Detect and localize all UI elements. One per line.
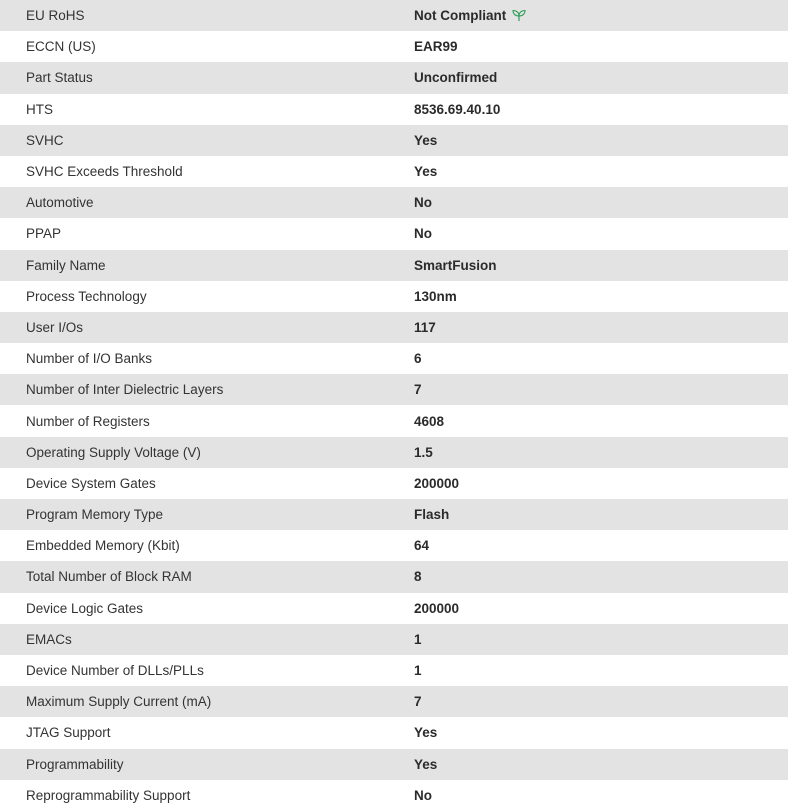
spec-label: Operating Supply Voltage (V): [26, 444, 201, 460]
spec-row: [0, 62, 788, 93]
spec-value-cell: [388, 593, 788, 624]
spec-value-cell: [388, 437, 788, 468]
spec-value: 130nm: [414, 288, 457, 304]
spec-value: 7: [414, 382, 422, 398]
spec-row: [0, 624, 788, 655]
spec-value-cell: [388, 374, 788, 405]
spec-row: [0, 31, 788, 62]
spec-value-cell: [388, 187, 788, 218]
spec-row: [0, 94, 788, 125]
spec-label: User I/Os: [26, 319, 84, 335]
spec-value-cell: [388, 125, 788, 156]
spec-value: No: [414, 787, 432, 803]
spec-row: [0, 405, 788, 436]
spec-value: 6: [414, 351, 422, 367]
spec-row: [0, 749, 788, 780]
spec-label: Total Number of Block RAM: [26, 569, 192, 585]
spec-row: [0, 156, 788, 187]
spec-label: Automotive: [26, 195, 94, 211]
spec-value-cell: [388, 218, 788, 249]
spec-label: Family Name: [26, 257, 106, 273]
spec-label: Device Logic Gates: [26, 600, 144, 616]
spec-label: Number of Inter Dielectric Layers: [26, 382, 224, 398]
spec-value-cell: [388, 749, 788, 780]
spec-row: [0, 468, 788, 499]
spec-value-cell: [388, 405, 788, 436]
spec-value-cell: [388, 530, 788, 561]
spec-row: [0, 0, 788, 31]
spec-value: 64: [414, 538, 430, 554]
spec-row: [0, 655, 788, 686]
spec-value: Yes: [414, 164, 438, 180]
spec-row: [0, 343, 788, 374]
spec-value: 1.5: [414, 444, 433, 460]
spec-value-cell: [388, 250, 788, 281]
spec-row: [0, 686, 788, 717]
spec-value-cell: [388, 343, 788, 374]
spec-value: Yes: [414, 132, 438, 148]
spec-value: 1: [414, 663, 422, 679]
spec-label: Maximum Supply Current (mA): [26, 694, 212, 710]
spec-value: 200000: [414, 475, 460, 491]
spec-value: 8: [414, 569, 422, 585]
spec-value: Yes: [414, 725, 438, 741]
spec-value: Unconfirmed: [414, 70, 498, 86]
spec-row: [0, 281, 788, 312]
spec-value: Not Compliant: [414, 8, 507, 24]
spec-value: No: [414, 195, 432, 211]
spec-value-cell: [388, 156, 788, 187]
spec-label: HTS: [26, 101, 53, 117]
spec-row: [0, 717, 788, 748]
spec-value-cell: [388, 686, 788, 717]
leaf-icon: [512, 9, 526, 22]
spec-label: EMACs: [26, 631, 72, 647]
spec-value: EAR99: [414, 39, 458, 55]
spec-row: [0, 437, 788, 468]
spec-value: SmartFusion: [414, 257, 497, 273]
spec-row: [0, 561, 788, 592]
spec-value: 1: [414, 631, 422, 647]
spec-row: [0, 312, 788, 343]
spec-value-cell: [388, 717, 788, 748]
spec-label: Programmability: [26, 756, 124, 772]
spec-label: ECCN (US): [26, 39, 96, 55]
spec-value-cell: [388, 0, 788, 31]
spec-value-cell: [388, 499, 788, 530]
spec-value-cell: [388, 655, 788, 686]
spec-label: EU RoHS: [26, 8, 85, 24]
spec-value-cell: [388, 281, 788, 312]
spec-value-cell: [388, 312, 788, 343]
spec-value-cell: [388, 62, 788, 93]
spec-row: [0, 187, 788, 218]
spec-row: [0, 125, 788, 156]
spec-label: Embedded Memory (Kbit): [26, 538, 180, 554]
spec-value-cell: [388, 624, 788, 655]
spec-label: SVHC Exceeds Threshold: [26, 164, 183, 180]
spec-label: Reprogrammability Support: [26, 787, 191, 803]
spec-row: [0, 499, 788, 530]
spec-value: 4608: [414, 413, 445, 429]
spec-value-cell: [388, 31, 788, 62]
spec-label: Device System Gates: [26, 475, 156, 491]
spec-label: PPAP: [26, 226, 62, 242]
spec-label: Part Status: [26, 70, 93, 86]
spec-label: JTAG Support: [26, 725, 111, 741]
spec-value-cell: [388, 780, 788, 811]
spec-label: Number of Registers: [26, 413, 150, 429]
spec-row: [0, 530, 788, 561]
spec-value-cell: [388, 561, 788, 592]
spec-label: SVHC: [26, 132, 64, 148]
spec-row: [0, 780, 788, 811]
spec-value: Flash: [414, 507, 450, 523]
spec-value: 117: [414, 319, 436, 335]
spec-value: Yes: [414, 756, 438, 772]
spec-value: 7: [414, 694, 422, 710]
spec-row: [0, 250, 788, 281]
spec-label: Number of I/O Banks: [26, 351, 153, 367]
spec-value-cell: [388, 94, 788, 125]
spec-value: 200000: [414, 600, 460, 616]
spec-value-cell: [388, 468, 788, 499]
spec-label: Process Technology: [26, 288, 147, 304]
spec-label: Device Number of DLLs/PLLs: [26, 663, 204, 679]
spec-value: No: [414, 226, 432, 242]
spec-value: 8536.69.40.10: [414, 101, 501, 117]
spec-row: [0, 374, 788, 405]
spec-label: Program Memory Type: [26, 507, 164, 523]
spec-row: [0, 593, 788, 624]
spec-row: [0, 218, 788, 249]
